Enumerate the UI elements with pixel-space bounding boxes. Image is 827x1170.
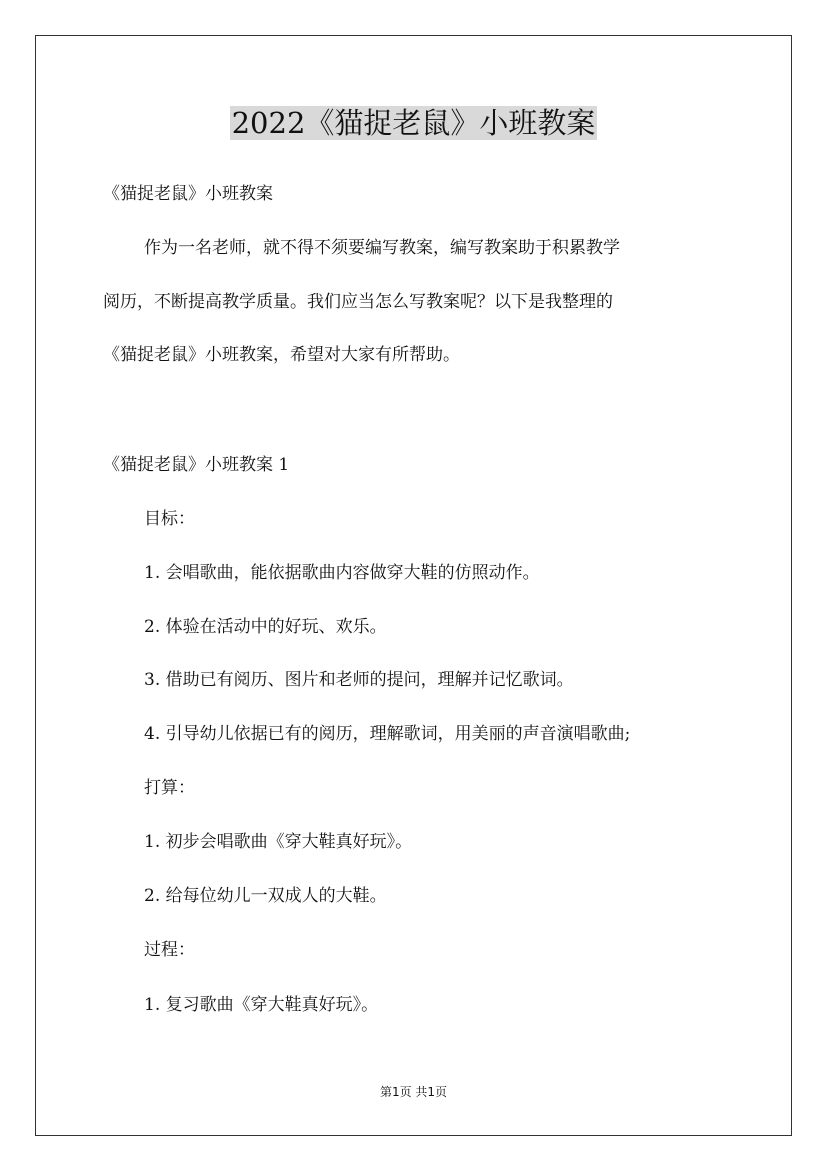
document-title xyxy=(0,100,827,146)
goal-item-3: 3. 借助已有阅历、图片和老师的提问，理解并记忆歌词。 xyxy=(144,670,574,690)
prep-label: 打算： xyxy=(144,778,195,798)
process-item-1: 1. 复习歌曲《穿大鞋真好玩》。 xyxy=(144,995,379,1015)
intro-line-1: 作为一名老师，就不得不须要编写教案，编写教案助于积累教学 xyxy=(144,238,620,258)
goal-item-1: 1. 会唱歌曲，能依据歌曲内容做穿大鞋的仿照动作。 xyxy=(144,563,540,583)
goal-item-4: 4. 引导幼儿依据已有的阅历，理解歌词，用美丽的声音演唱歌曲; xyxy=(144,724,631,744)
goal-item-2: 2. 体验在活动中的好玩、欢乐。 xyxy=(144,617,387,637)
process-label: 过程： xyxy=(144,940,195,960)
intro-line-3: 《猫捉老鼠》小班教案，希望对大家有所帮助。 xyxy=(103,345,460,365)
document-title-text: 2022《猫捉老鼠》小班教案 xyxy=(231,106,596,140)
section-heading: 《猫捉老鼠》小班教案 1 xyxy=(103,455,290,475)
goals-label: 目标： xyxy=(144,509,195,529)
prep-item-2: 2. 给每位幼儿一双成人的大鞋。 xyxy=(144,886,387,906)
prep-item-1: 1. 初步会唱歌曲《穿大鞋真好玩》。 xyxy=(144,832,413,852)
subtitle: 《猫捉老鼠》小班教案 xyxy=(103,184,273,204)
page-footer: 第1页 共1页 xyxy=(379,1085,448,1099)
intro-line-2: 阅历，不断提高教学质量。我们应当怎么写教案呢？以下是我整理的 xyxy=(103,292,613,312)
